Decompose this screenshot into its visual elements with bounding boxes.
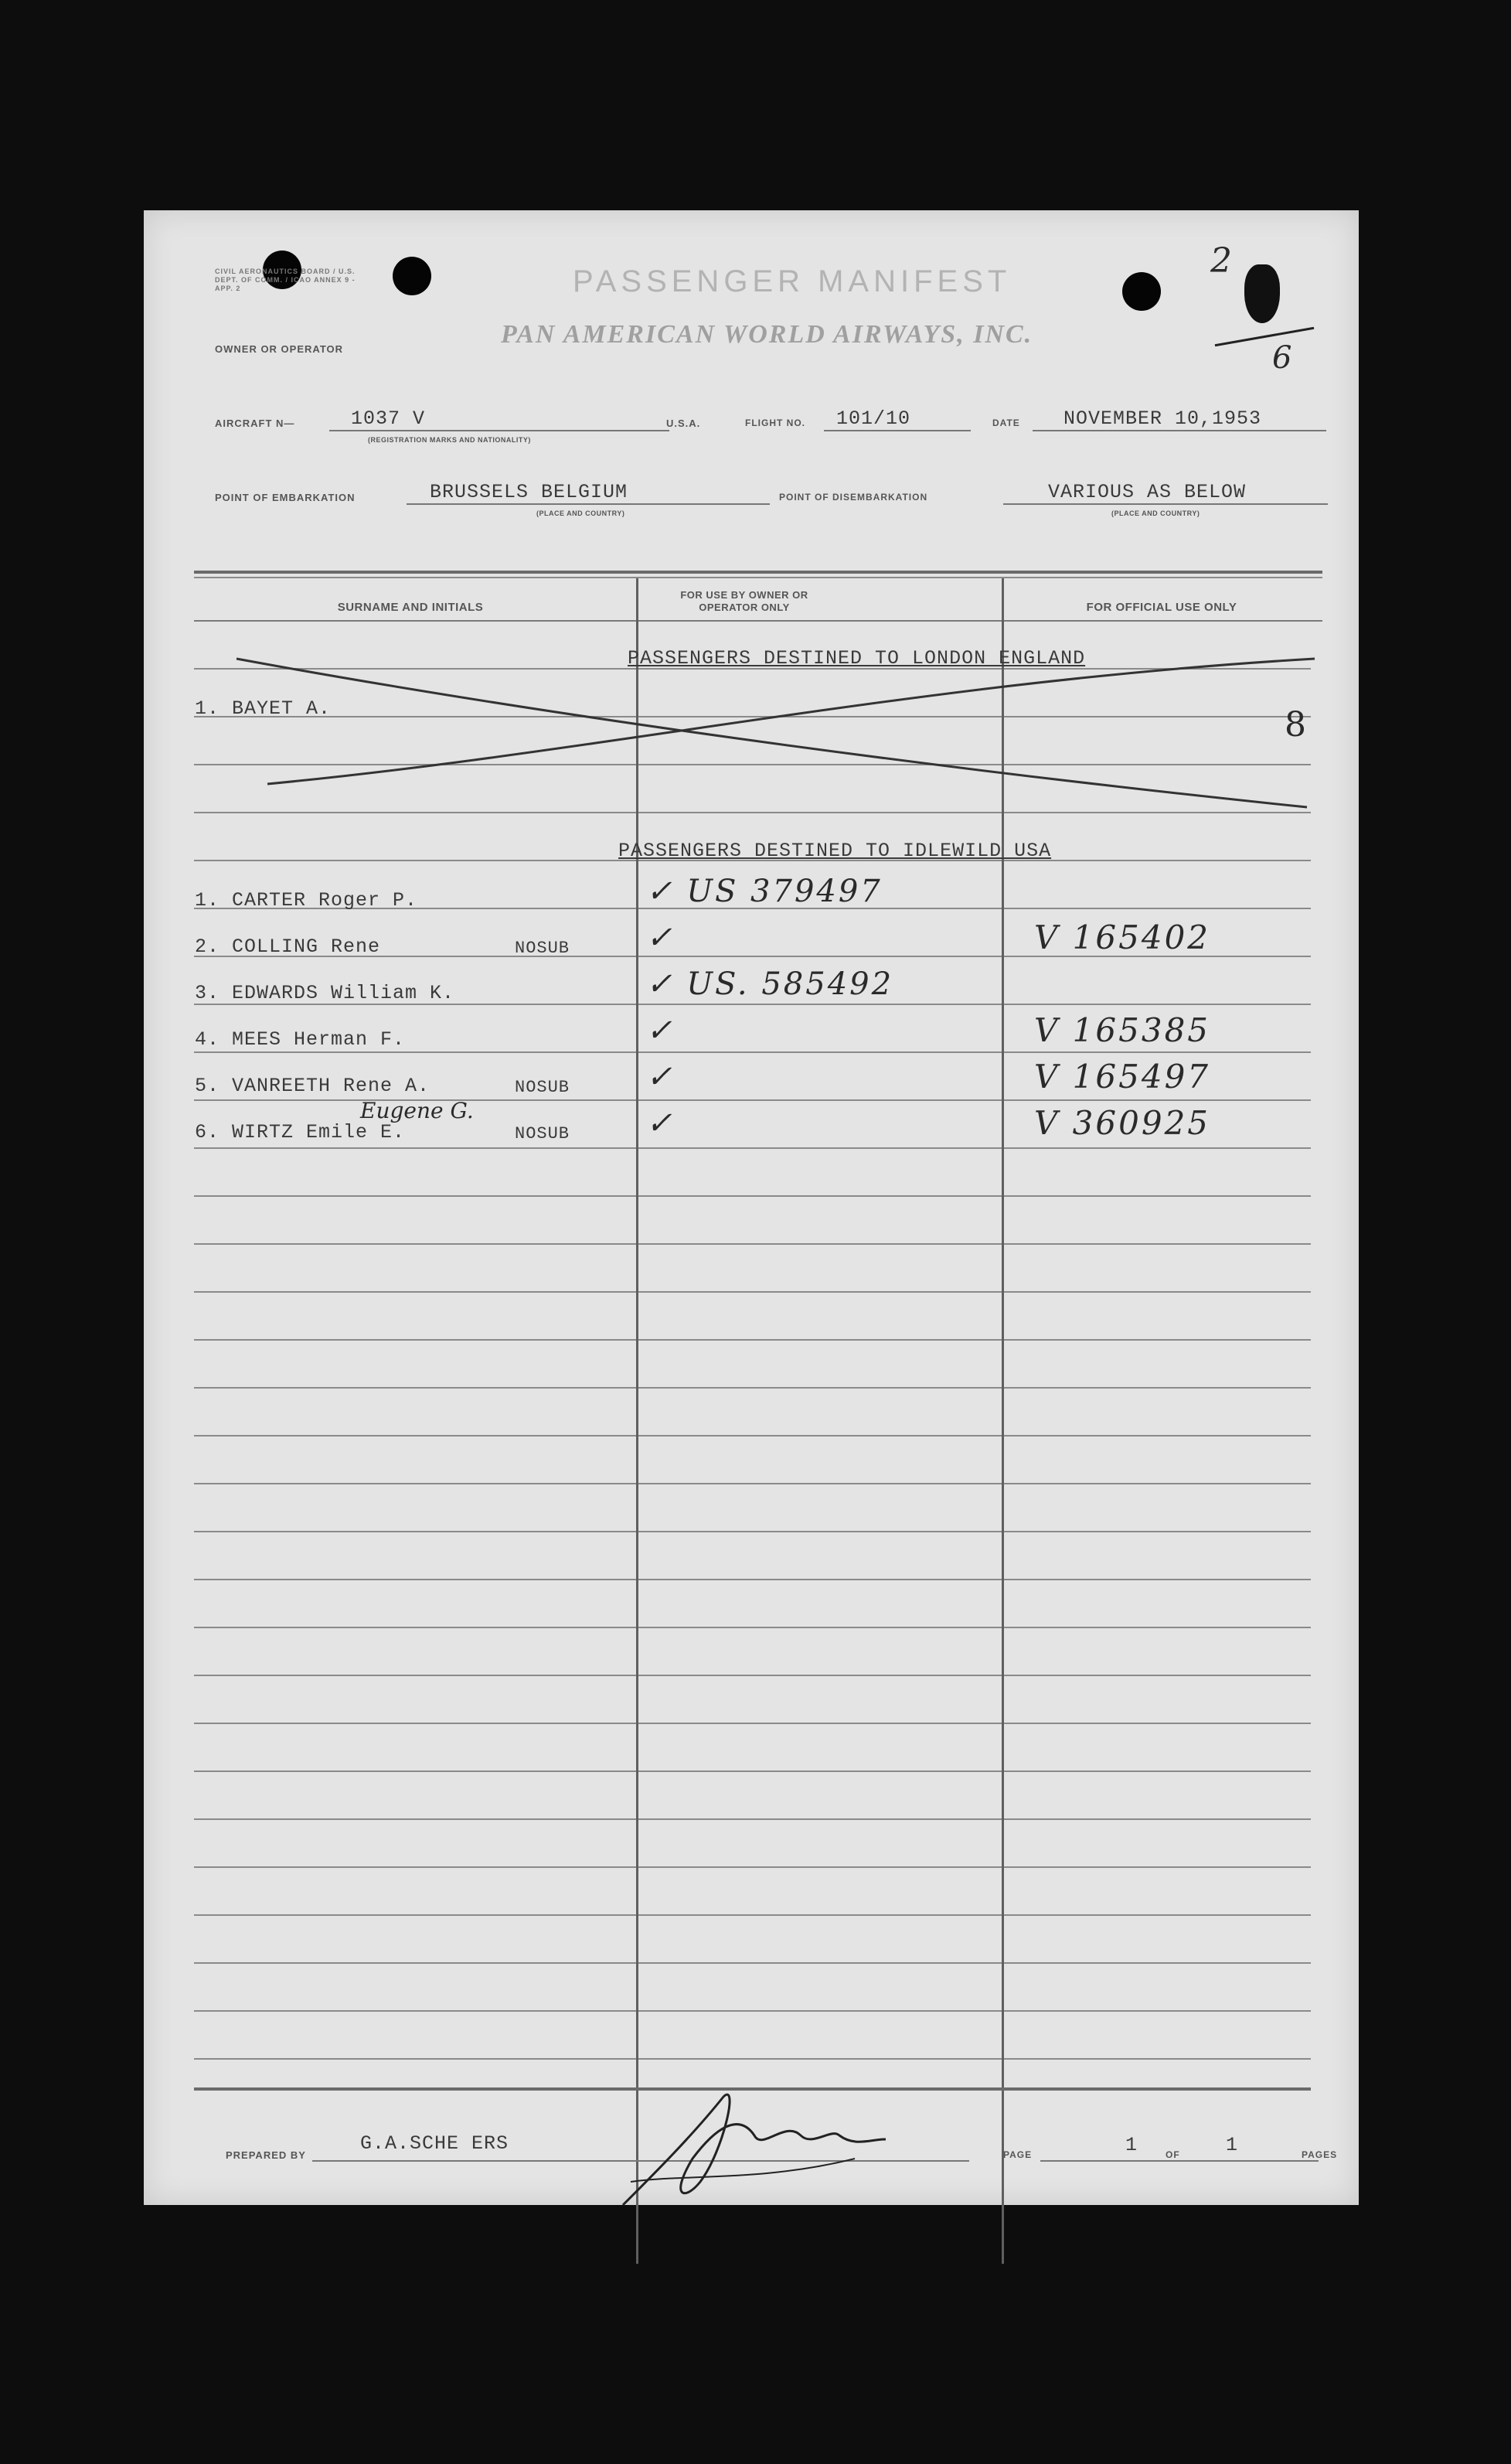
page-value: 1 (1125, 2134, 1138, 2156)
row-rule (194, 1723, 1311, 1724)
aircraft-value: 1037 V (351, 407, 426, 430)
row-rule (194, 1531, 1311, 1532)
owner-label: OWNER OR OPERATOR (215, 343, 344, 355)
aircraft-caption: (REGISTRATION MARKS AND NATIONALITY) (368, 436, 531, 444)
date-label: DATE (992, 417, 1020, 428)
owner-entry: ✓ US. 585492 (646, 966, 894, 1002)
embarkation-label: POINT OF EMBARKATION (215, 492, 356, 503)
row-rule (194, 1627, 1311, 1628)
group2-heading: PASSENGERS DESTINED TO IDLEWILD USA (618, 840, 1052, 862)
page-underline (1040, 2160, 1319, 2162)
row-rule (194, 1291, 1311, 1293)
passenger-name: 4. MEES Herman F. (195, 1028, 406, 1051)
passenger-name: 1. CARTER Roger P. (195, 889, 418, 912)
row-rule (194, 1675, 1311, 1676)
row-rule (194, 1579, 1311, 1580)
row-rule (194, 1483, 1311, 1484)
official-entry: V 165497 (1034, 1058, 1211, 1096)
owner-entry: ✓ (646, 1059, 675, 1095)
disembarkation-label: POINT OF DISEMBARKATION (779, 492, 928, 503)
owner-entry: ✓ (646, 1013, 675, 1048)
owner-entry: ✓ (646, 920, 675, 956)
passenger-tag: NOSUB (515, 1124, 570, 1143)
embarkation-value: BRUSSELS BELGIUM (430, 481, 628, 503)
of-label: OF (1166, 2149, 1180, 2160)
column-divider-1 (636, 578, 638, 2264)
row-rule (194, 1866, 1311, 1868)
passenger-name: 5. VANREETH Rene A. (195, 1075, 430, 1097)
col-surname-header: SURNAME AND INITIALS (337, 601, 484, 614)
col-owner-header: FOR USE BY OWNER OR OPERATOR ONLY (680, 589, 808, 613)
passenger-name: 6. WIRTZ Emile E. (195, 1121, 406, 1143)
disembarkation-caption: (PLACE AND COUNTRY) (1111, 509, 1200, 517)
nationality: U.S.A. (666, 417, 701, 429)
row-rule (194, 1435, 1311, 1436)
row-rule (194, 1195, 1311, 1197)
pages-label: PAGES (1302, 2149, 1338, 2160)
embarkation-caption: (PLACE AND COUNTRY) (536, 509, 625, 517)
row-rule (194, 2058, 1311, 2060)
flight-label: FLIGHT NO. (745, 417, 805, 428)
aircraft-label: AIRCRAFT N— (215, 417, 295, 429)
passenger-tag: NOSUB (515, 939, 570, 958)
row-rule (194, 1770, 1311, 1772)
group1-mark: 8 (1285, 705, 1306, 745)
owner-entry: ✓ (646, 1106, 675, 1141)
prepared-value: G.A.SCHE ERS (360, 2132, 509, 2155)
official-entry: V 360925 (1034, 1104, 1211, 1142)
row-rule (194, 2010, 1311, 2012)
row-rule (194, 1818, 1311, 1820)
page-label: PAGE (1003, 2149, 1033, 2160)
col-official-header: FOR OFFICIAL USE ONLY (1086, 601, 1237, 614)
official-entry: V 165402 (1034, 918, 1211, 956)
cross-out-strokes (144, 210, 1359, 829)
row-rule (194, 1051, 1311, 1053)
disembarkation-value: VARIOUS AS BELOW (1048, 481, 1247, 503)
prepared-label: PREPARED BY (226, 2149, 306, 2161)
corner-note-top: 2 (1210, 241, 1232, 281)
row-rule (194, 1339, 1311, 1341)
owner-entry: ✓ US 379497 (646, 874, 883, 909)
manifest-sheet (144, 210, 1359, 2205)
row6-note: Eugene G. (360, 1098, 474, 1123)
owner-value: PAN AMERICAN WORLD AIRWAYS, INC. (501, 320, 1033, 349)
form-reference: CIVIL AERONAUTICS BOARD / U.S. DEPT. OF COMM. / ICAO ANNEX 9 - APP. 2 (215, 268, 356, 292)
group1-heading: PASSENGERS DESTINED TO LONDON ENGLAND (628, 647, 1086, 670)
row-rule (194, 1147, 1311, 1149)
corner-note-bottom: 6 (1272, 340, 1292, 376)
date-value: NOVEMBER 10,1953 (1063, 407, 1262, 430)
passenger-name: 3. EDWARDS William K. (195, 982, 455, 1004)
group1-row-1: 1. BAYET A. (195, 697, 332, 720)
passenger-tag: NOSUB (515, 1078, 570, 1097)
column-divider-2 (1002, 578, 1004, 2264)
of-value: 1 (1226, 2134, 1239, 2156)
passenger-name: 2. COLLING Rene (195, 936, 381, 958)
official-entry: V 165385 (1034, 1011, 1211, 1049)
row-rule (194, 1962, 1311, 1964)
row-rule (194, 1387, 1311, 1389)
signature (607, 2066, 886, 2220)
row-rule (194, 1243, 1311, 1245)
row-rule (194, 1914, 1311, 1916)
form-title: PASSENGER MANIFEST (573, 264, 1012, 298)
flight-value: 101/10 (836, 407, 911, 430)
